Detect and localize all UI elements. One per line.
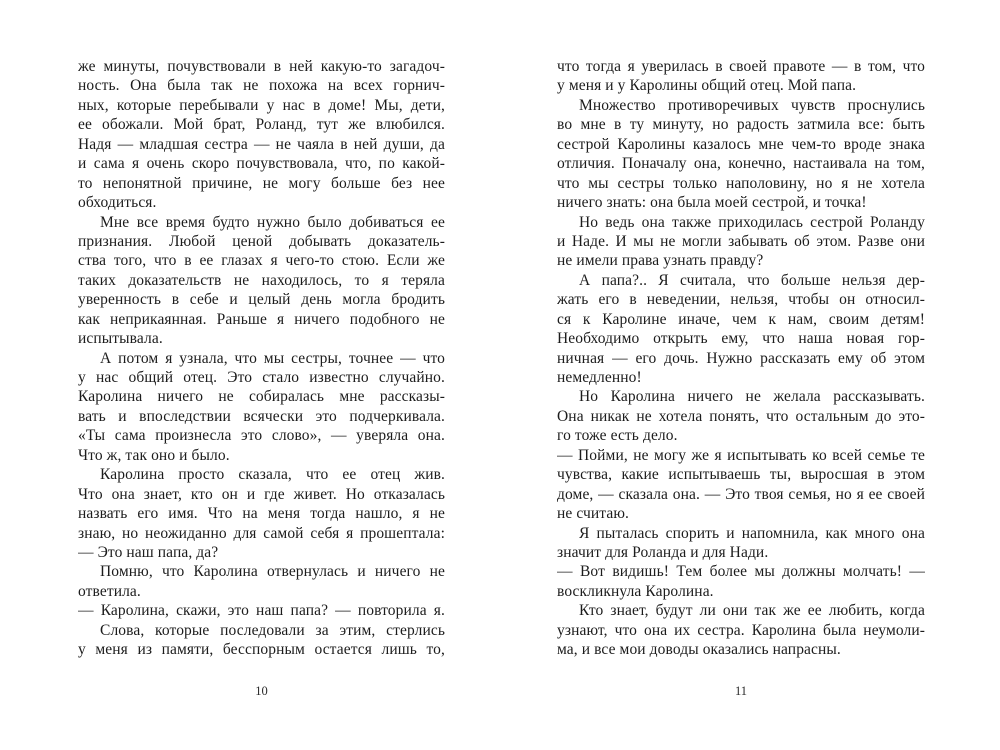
text-line: — Каролина, скажи, это наш папа? — повторила я.	[78, 602, 445, 620]
text-line: ма, и все мои доводы оказались напрасны.	[557, 641, 841, 659]
text-line: же минуты, почувствовали в ней какую-то загадоч-	[78, 58, 445, 75]
text-line: и сама я очень скоро почувствовала, что, по какой-	[78, 155, 445, 173]
text-line: сестрой Каролины казалось мне чем-то вроде знака	[557, 135, 925, 153]
text-line: Каролина ничего не собиралась мне рассказы-	[78, 388, 445, 406]
text-line: Надя — младшая сестра — не чаяла в ней души, да	[78, 135, 445, 153]
text-line: Но ведь она также приходилась сестрой Роланду	[579, 213, 925, 231]
text-line: что мы сестры только наполовину, но я не хотела	[557, 174, 925, 192]
text-line: ничего знать: она была моей сестрой, и точка!	[557, 194, 867, 212]
text-line: Мне все время будто нужно было добиваться ее	[100, 213, 445, 231]
text-line: признания. Любой ценой добывать доказатель-	[78, 232, 445, 250]
text-line: испытывала.	[78, 330, 163, 348]
text-line: Что она знает, кто он и где живет. Но отказалась	[78, 485, 445, 503]
text-line: не имели права узнать правду?	[557, 252, 764, 270]
text-line: го тоже есть дело.	[557, 427, 678, 445]
text-line: Кто знает, будут ли они так же ее любить, когда	[579, 602, 925, 620]
text-line: воскликнула Каролина.	[557, 582, 714, 600]
text-line: Что ж, так оно и было.	[78, 446, 230, 464]
text-line: Необходимо открыть ему, что наша новая гор-	[557, 330, 925, 348]
text-line: А потом я узнала, что мы сестры, точнее — что	[100, 349, 445, 367]
text-line: чувства, какие испытываешь ты, выросшая в этом	[557, 466, 925, 484]
text-line: что тогда я уверилась в своей правоте — в том, что	[557, 58, 925, 75]
text-line: А папа?.. Я считала, что больше нельзя дер-	[579, 271, 925, 289]
text-line: жать его в неведении, нельзя, чтобы он относил-	[557, 291, 925, 309]
text-line: доме, — сказала она. — Это твоя семья, но я ее своей	[557, 485, 925, 503]
page-number-left: 10	[255, 684, 268, 698]
text-line: во мне в ту минуту, но радость затмила все: быть	[557, 116, 925, 134]
text-line: ся к Каролине иначе, чем к нам, своим детям!	[557, 310, 925, 328]
text-line: ность. Она была так не похожа на всех горнич-	[78, 77, 445, 95]
text-line: немедленно!	[557, 369, 642, 386]
text-line: и Наде. И мы не могли забывать об этом. Разве они	[557, 232, 925, 250]
text-line: как неприкаянная. Раньше я ничего подобного не	[78, 310, 445, 328]
text-line: значит для Роланда и для Нади.	[557, 543, 769, 561]
text-line: Множество противоречивых чувств проснулись	[579, 96, 925, 114]
text-line: — Вот видишь! Тем более мы должны молчать! —	[557, 563, 925, 581]
text-line: «Ты сама произнесла это слово», — уверяла она.	[78, 427, 445, 445]
page-left-text-column	[78, 57, 445, 660]
text-line: узнают, что она их сестра. Каролина была неумоли-	[557, 621, 925, 639]
text-line: ее обожали. Мой брат, Роланд, тут же влюбился.	[78, 116, 445, 134]
text-line: назвать его имя. Что на меня тогда нашло, я не	[78, 505, 445, 523]
text-line: — Пойми, не могу же я испытывать ко всей семье те	[557, 446, 925, 464]
text-line: у нас общий отец. Это стало известно случайно.	[78, 369, 445, 386]
text-line: то непонятной причине, не могу больше без нее	[78, 174, 445, 192]
text-line: — Это наш папа, да?	[78, 543, 219, 561]
text-line: отличия. Поначалу она, конечно, настаивала на том,	[557, 155, 925, 173]
text-line: у меня из памяти, бесспорным остается лишь то,	[78, 641, 445, 659]
text-line: не считаю.	[557, 505, 630, 523]
text-line: Она никак не хотела понять, что остальным до это-	[557, 407, 925, 425]
text-line: ных, которые перебывали у нас в доме! Мы, дети,	[78, 96, 445, 114]
text-line: Помню, что Каролина отвернулась и ничего не	[100, 563, 445, 581]
text-line: ответила.	[78, 582, 141, 600]
text-line: Но Каролина ничего не желала рассказывать.	[579, 388, 925, 406]
text-line: ничная — его дочь. Нужно рассказать ему об этом	[557, 349, 925, 367]
page-right-text-column	[557, 57, 925, 660]
text-line: уверенность в себе и целый день могла бродить	[78, 291, 445, 309]
text-line: у меня и у Каролины общий отец. Мой папа.	[557, 77, 857, 95]
text-line: обходиться.	[78, 194, 157, 212]
text-line: таких доказательств не находилось, то я теряла	[78, 271, 445, 289]
text-line: Я пыталась спорить и напомнила, как много она	[579, 524, 925, 542]
text-line: Каролина просто сказала, что ее отец жив.	[100, 466, 445, 484]
text-line: Слова, которые последовали за этим, стерлись	[100, 621, 445, 639]
page-number-right: 11	[734, 684, 748, 698]
text-line: ства того, что в ее глазах я чего-то стою. Если же	[78, 252, 445, 270]
text-line: вать и впоследствии всячески это подчеркивала.	[78, 407, 445, 425]
text-line: знаю, но неожиданно для самой себя я прошептала:	[78, 524, 445, 542]
